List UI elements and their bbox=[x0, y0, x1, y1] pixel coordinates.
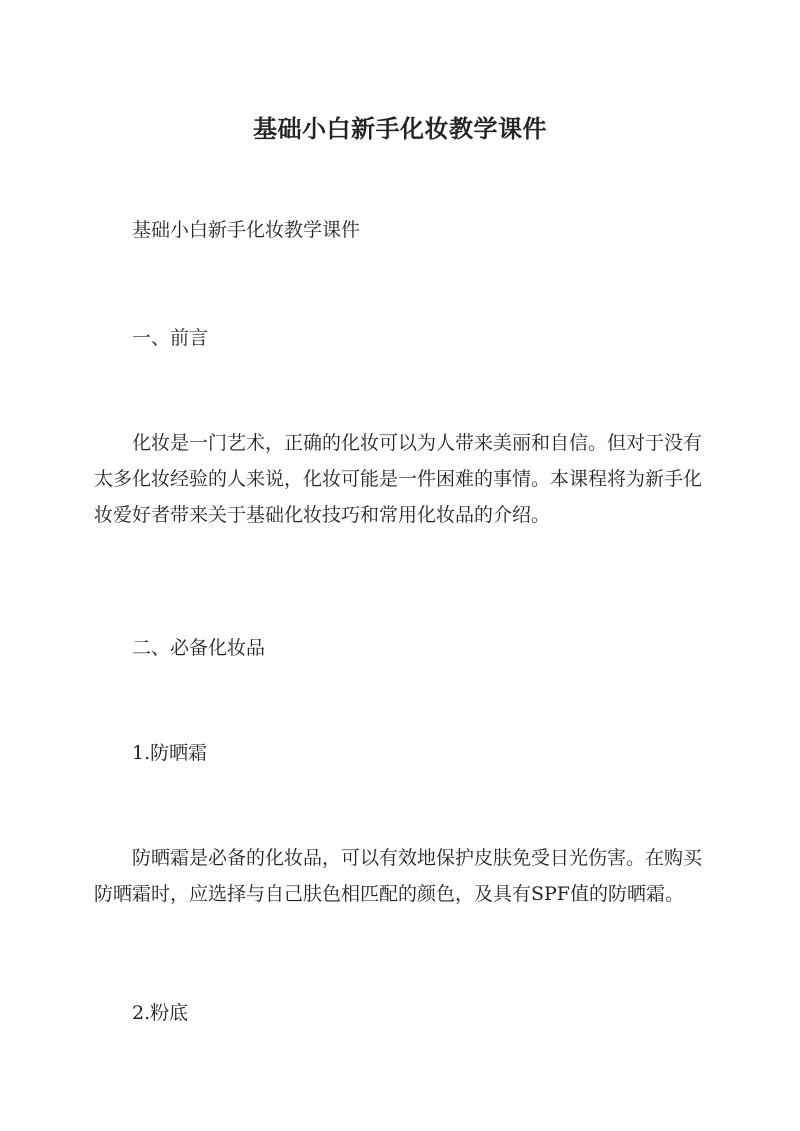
item-heading-sunscreen: 1.防晒霜 bbox=[132, 742, 208, 764]
item-heading-foundation: 2.粉底 bbox=[132, 1002, 189, 1024]
document-title: 基础小白新手化妆教学课件 bbox=[253, 114, 547, 144]
section-heading-essential-cosmetics: 二、必备化妆品 bbox=[132, 637, 266, 659]
section-heading-preface: 一、前言 bbox=[132, 327, 209, 349]
item-body-sunscreen: 防晒霜是必备的化妆品，可以有效地保护皮肤免受日光伤害。在购买防晒霜时，应选择与自己肤色相匹配的颜色，及具有SPF值的防晒霜。 bbox=[94, 847, 703, 905]
section-body-preface: 化妆是一门艺术，正确的化妆可以为人带来美丽和自信。但对于没有太多化妆经验的人来说，化妆可能是一件困难的事情。本课程将为新手化妆爱好者带来关于基础化妆技巧和常用化妆品的介绍。 bbox=[94, 432, 703, 526]
document-subtitle: 基础小白新手化妆教学课件 bbox=[132, 219, 361, 241]
